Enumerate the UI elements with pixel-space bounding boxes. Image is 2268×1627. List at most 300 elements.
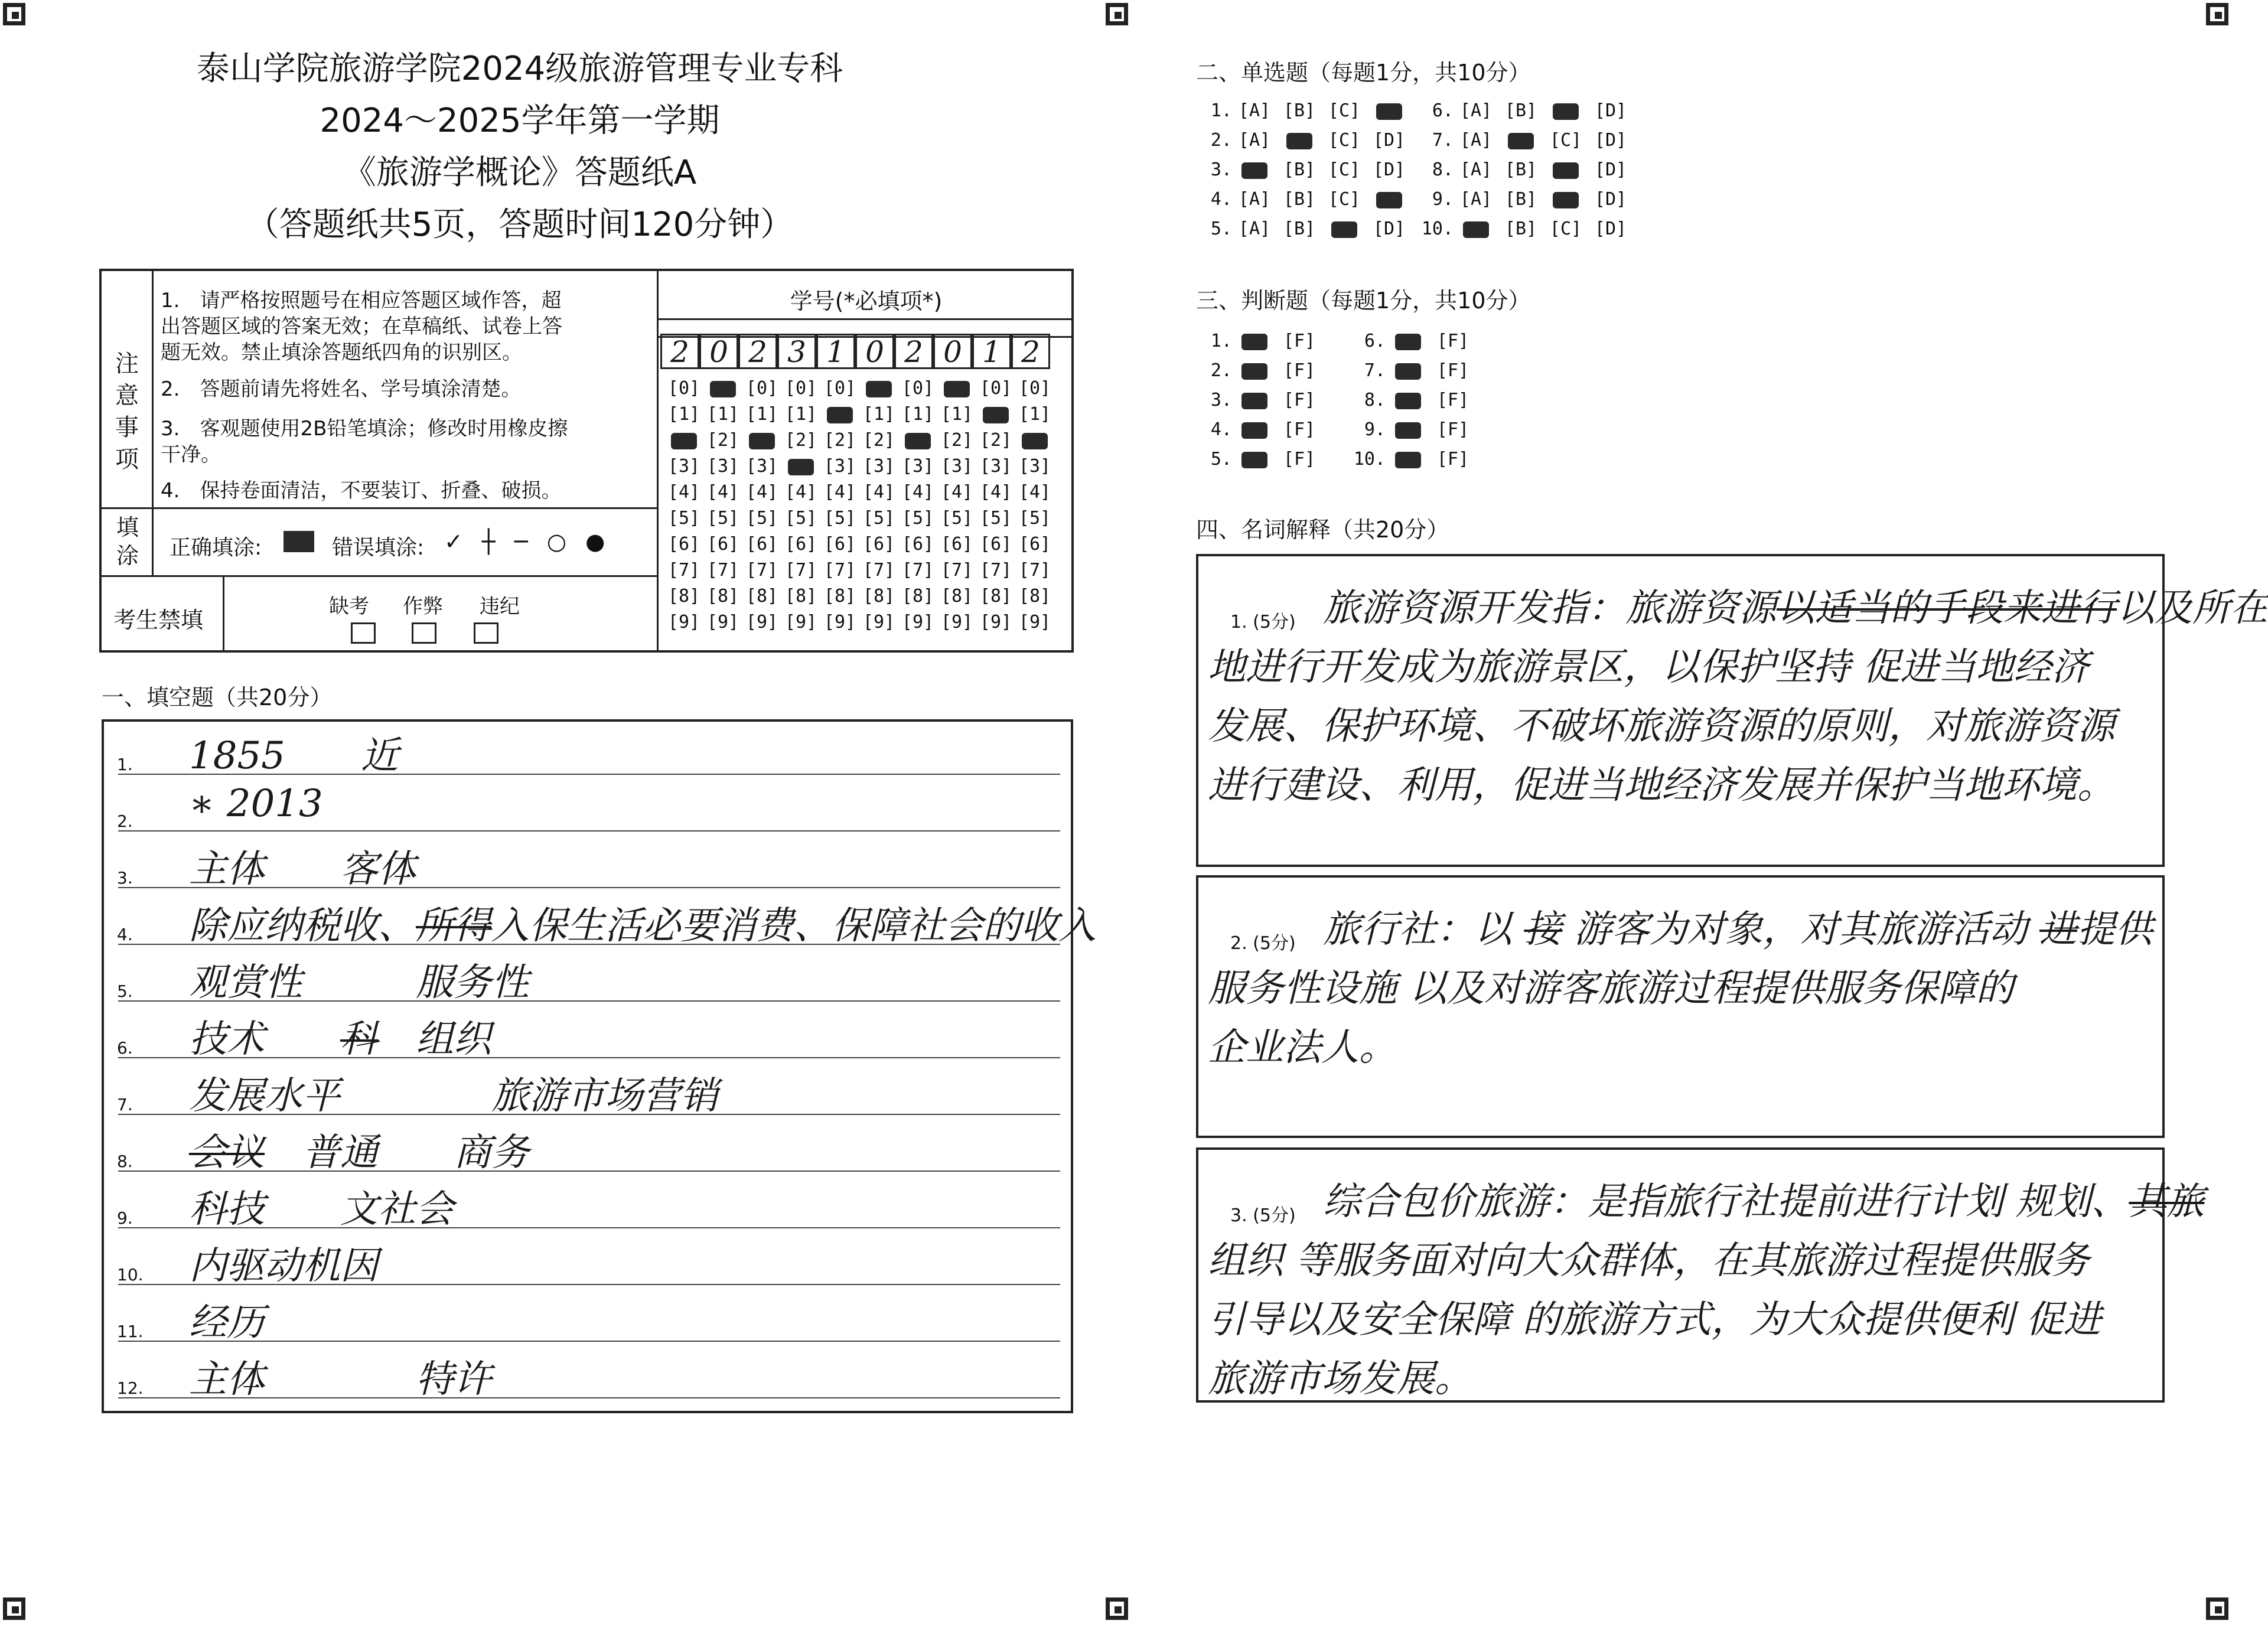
tf-question-row — [1347, 449, 1475, 469]
student-id-bubble-row — [664, 534, 1054, 555]
student-id-bubble[interactable]: [5] — [667, 508, 700, 529]
student-id-bubble[interactable]: [6] — [784, 534, 817, 555]
student-id-bubble[interactable]: [6] — [979, 534, 1012, 555]
filled-mark — [983, 407, 1009, 423]
student-id-label: 学号(*必填项*) — [790, 288, 943, 314]
student-id-bubble[interactable]: [6] — [823, 534, 856, 555]
filled-mark — [944, 381, 970, 397]
tf-question-number: 3. — [1210, 390, 1232, 410]
cheat-checkbox[interactable] — [412, 622, 436, 644]
student-id-bubble[interactable]: [8] — [979, 586, 1012, 607]
student-id-bubble[interactable]: [8] — [862, 586, 895, 607]
fill-item-answer[interactable]: ∗ 2013 — [189, 782, 323, 826]
student-id-bubble[interactable]: [1] — [901, 404, 934, 425]
student-id-bubble[interactable]: [4] — [823, 482, 856, 503]
mc-option[interactable]: [A] — [1238, 130, 1271, 151]
tf-option-false[interactable]: [F] — [1436, 390, 1469, 410]
student-id-bubble[interactable]: [3] — [979, 456, 1012, 477]
student-id-bubble[interactable]: [2] — [784, 430, 817, 451]
student-id-bubble[interactable]: [2] — [862, 430, 895, 451]
tf-question-number: 6. — [1364, 331, 1386, 351]
mc-question-row — [1415, 189, 1633, 210]
student-id-bubble-row — [664, 482, 1054, 503]
tf-question-number: 5. — [1210, 449, 1232, 469]
mc-option[interactable]: [D] — [1594, 189, 1627, 210]
mc-option[interactable]: [C] — [1549, 219, 1582, 239]
tf-question-number: 8. — [1364, 390, 1386, 410]
student-id-bubble[interactable]: [7] — [862, 560, 895, 581]
student-id-bubble-filled[interactable] — [976, 404, 1015, 425]
student-id-bubble[interactable]: [8] — [667, 586, 700, 607]
student-id-bubble-row — [664, 456, 1054, 477]
student-id-digit-box[interactable]: 1 — [972, 334, 1011, 369]
student-id-bubble-filled[interactable] — [937, 378, 976, 399]
tf-option-false[interactable]: [F] — [1283, 360, 1316, 381]
corner-mark-top-left — [3, 3, 25, 25]
mc-option[interactable]: [B] — [1283, 219, 1316, 239]
student-id-digit-box[interactable]: 2 — [660, 334, 699, 369]
term-answer-line[interactable]: 旅行社：以 接 游客为对象，对其旅游活动 进提供 — [1323, 908, 2153, 951]
violation-checkbox[interactable] — [474, 622, 498, 644]
mc-question-row — [1415, 130, 1633, 151]
tf-option-true-filled[interactable] — [1232, 449, 1277, 469]
fill-item-answer[interactable]: 主体 特许 — [189, 1358, 491, 1401]
fill-item-answer[interactable]: 除应纳税收、所得入保生活必要消费、保障社会的收入 — [189, 904, 1096, 948]
student-id-bubble[interactable]: [6] — [745, 534, 778, 555]
filled-mark — [1376, 103, 1402, 120]
term-answer-line[interactable]: 综合包价旅游：是指旅行社提前进行计划 规划、其旅 — [1323, 1180, 2205, 1224]
student-id-bubble[interactable]: [0] — [823, 378, 856, 399]
mc-question-row — [1415, 219, 1633, 239]
student-id-bubble[interactable]: [7] — [979, 560, 1012, 581]
student-id-bubble[interactable]: [3] — [940, 456, 973, 477]
student-id-bubble[interactable]: [5] — [901, 508, 934, 529]
mc-option[interactable]: [C] — [1328, 159, 1361, 180]
mc-option[interactable]: [D] — [1373, 130, 1406, 151]
student-id-bubble[interactable]: [6] — [862, 534, 895, 555]
student-id-bubble[interactable]: [4] — [862, 482, 895, 503]
student-id-bubble-row — [664, 560, 1054, 581]
student-id-bubble[interactable]: [5] — [1018, 508, 1051, 529]
student-id-digit-box[interactable]: 0 — [855, 334, 894, 369]
semester-title: 2024～2025学年第一学期 — [320, 102, 720, 140]
mc-option[interactable]: [C] — [1549, 130, 1582, 151]
student-id-bubble[interactable]: [5] — [706, 508, 739, 529]
student-id-bubble[interactable]: [3] — [823, 456, 856, 477]
filled-mark — [671, 433, 697, 449]
filled-mark — [1331, 221, 1357, 238]
student-id-bubble[interactable]: [0] — [745, 378, 778, 399]
fill-item-number: 7. — [117, 1095, 133, 1114]
student-id-bubble[interactable]: [0] — [979, 378, 1012, 399]
student-id-digit-box[interactable]: 0 — [699, 334, 738, 369]
filled-mark — [1241, 393, 1267, 409]
student-id-bubble[interactable]: [2] — [823, 430, 856, 451]
tf-question-row — [1193, 419, 1322, 440]
term-answer-line[interactable]: 旅游资源开发指：旅游资源以适当的手段来进行以及所在 — [1323, 586, 2268, 630]
student-id-bubble-row — [664, 378, 1054, 399]
student-id-bubble[interactable]: [2] — [706, 430, 739, 451]
exam-title: 泰山学院旅游学院2024级旅游管理专业专科 — [196, 50, 843, 88]
mc-question-row — [1193, 130, 1412, 151]
student-id-bubble[interactable]: [9] — [667, 612, 700, 632]
tf-question-row — [1347, 419, 1475, 440]
tf-option-true-filled[interactable] — [1386, 331, 1430, 351]
tf-option-true-filled[interactable] — [1232, 419, 1277, 440]
tf-section-title: 三、判断题（每题1分，共10分） — [1196, 288, 1531, 314]
filled-mark — [1241, 422, 1267, 439]
tf-option-true-filled[interactable] — [1386, 449, 1430, 469]
mc-question-row — [1193, 100, 1412, 121]
tf-option-true-filled[interactable] — [1386, 390, 1430, 410]
mc-option[interactable]: [C] — [1328, 130, 1361, 151]
mc-option-filled[interactable] — [1543, 159, 1588, 180]
student-id-bubble[interactable]: [5] — [862, 508, 895, 529]
student-id-digit-box[interactable]: 3 — [777, 334, 816, 369]
mc-option-filled[interactable] — [1367, 100, 1412, 121]
tf-option-false[interactable]: [F] — [1436, 449, 1469, 469]
student-id-digit-box[interactable]: 2 — [894, 334, 933, 369]
fill-item-number: 3. — [117, 868, 133, 888]
student-id-bubble[interactable]: [3] — [1018, 456, 1051, 477]
student-id-bubble[interactable]: [1] — [1018, 404, 1051, 425]
student-id-bubble[interactable]: [6] — [667, 534, 700, 555]
violation-label: 违纪 — [480, 595, 520, 618]
student-id-bubble[interactable]: [3] — [667, 456, 700, 477]
notice-item-3a: 3. 客观题使用2B铅笔填涂；修改时用橡皮擦 — [161, 417, 568, 441]
term-item-label: 2. (5分) — [1230, 933, 1296, 954]
mc-option[interactable]: [A] — [1459, 189, 1493, 210]
tf-question-number: 10. — [1353, 449, 1386, 469]
mc-option[interactable]: [A] — [1238, 219, 1271, 239]
mc-question-number: 10. — [1421, 219, 1454, 239]
filled-mark — [1553, 162, 1579, 179]
student-id-bubble[interactable]: [7] — [901, 560, 934, 581]
student-id-bubble[interactable]: [3] — [901, 456, 934, 477]
student-id-bubble[interactable]: [9] — [784, 612, 817, 632]
fill-item-number: 4. — [117, 925, 133, 944]
fill-item-answer[interactable]: 经历 — [189, 1301, 265, 1345]
student-id-bubble-row — [664, 586, 1054, 607]
student-id-bubble[interactable]: [4] — [901, 482, 934, 503]
filled-mark — [1241, 452, 1267, 468]
mc-option[interactable]: [D] — [1594, 219, 1627, 239]
filled-mark — [1508, 133, 1534, 149]
mc-option[interactable]: [D] — [1373, 159, 1406, 180]
notice-label: 注意事项 — [115, 350, 139, 473]
mc-option[interactable]: [B] — [1504, 100, 1537, 121]
mc-option-filled[interactable] — [1322, 219, 1367, 239]
filled-mark — [866, 381, 892, 397]
student-id-bubble[interactable]: [7] — [940, 560, 973, 581]
student-id-bubble[interactable]: [7] — [823, 560, 856, 581]
student-id-bubble-filled[interactable] — [781, 456, 820, 477]
wrong-fill-samples: ✓ ┼ ─ ○ ● — [444, 529, 611, 555]
term-answer-line[interactable]: 企业法人。 — [1208, 1026, 1397, 1070]
filled-mark — [827, 407, 853, 423]
filled-mark — [1241, 363, 1267, 380]
student-id-bubble[interactable]: [6] — [1018, 534, 1051, 555]
mc-option-filled[interactable] — [1277, 130, 1322, 151]
mc-option[interactable]: [A] — [1459, 159, 1493, 180]
student-id-bubble[interactable]: [2] — [940, 430, 973, 451]
fill-item-number: 1. — [117, 755, 133, 774]
student-id-bubble[interactable]: [5] — [745, 508, 778, 529]
tf-option-false[interactable]: [F] — [1436, 331, 1469, 351]
notice-item-2: 2. 答题前请先将姓名、学号填涂清楚。 — [161, 377, 522, 401]
filled-mark — [788, 459, 814, 475]
student-id-digit-box[interactable]: 2 — [738, 334, 777, 369]
student-id-bubble[interactable]: [1] — [862, 404, 895, 425]
student-id-bubble[interactable]: [4] — [745, 482, 778, 503]
notice-item-1b: 出答题区域的答案无效；在草稿纸、试卷上答 — [161, 315, 562, 338]
mc-question-number: 1. — [1210, 100, 1232, 121]
student-id-bubble[interactable]: [0] — [784, 378, 817, 399]
mc-option-filled[interactable] — [1454, 219, 1498, 239]
student-id-bubble[interactable]: [7] — [745, 560, 778, 581]
student-id-bubble[interactable]: [6] — [706, 534, 739, 555]
mc-option[interactable]: [D] — [1594, 159, 1627, 180]
fill-item-number: 6. — [117, 1038, 133, 1058]
student-id-bubble[interactable]: [0] — [1018, 378, 1051, 399]
filled-mark — [1553, 192, 1579, 208]
mc-question-row — [1415, 100, 1633, 121]
term-answer-line[interactable]: 进行建设、利用，促进当地经济发展并保护当地环境。 — [1208, 764, 2115, 807]
student-id-bubble[interactable]: [1] — [784, 404, 817, 425]
fill-item-answer[interactable]: 主体 客体 — [189, 847, 416, 891]
filled-mark — [1376, 192, 1402, 208]
student-id-bubble-filled[interactable] — [1015, 430, 1054, 451]
student-id-bubble[interactable]: [7] — [1018, 560, 1051, 581]
mc-option[interactable]: [C] — [1328, 100, 1361, 121]
student-id-bubble[interactable]: [9] — [979, 612, 1012, 632]
student-id-bubble[interactable]: [7] — [784, 560, 817, 581]
tf-question-row — [1193, 331, 1322, 351]
tf-option-true-filled[interactable] — [1232, 360, 1277, 381]
fill-item-number: 10. — [117, 1265, 144, 1284]
tf-option-true-filled[interactable] — [1232, 331, 1277, 351]
filled-mark — [1395, 334, 1421, 350]
mc-option[interactable]: [A] — [1238, 100, 1271, 121]
student-id-bubble-filled[interactable] — [664, 430, 703, 451]
student-id-bubble[interactable]: [9] — [1018, 612, 1051, 632]
student-id-bubble-filled[interactable] — [703, 378, 742, 399]
tf-option-false[interactable]: [F] — [1283, 390, 1316, 410]
mc-option[interactable]: [B] — [1504, 219, 1537, 239]
student-id-bubble-filled[interactable] — [898, 430, 937, 451]
student-id-bubble[interactable]: [5] — [979, 508, 1012, 529]
fill-item-answer[interactable]: 技术 科 组织 — [189, 1018, 491, 1061]
term-section-title: 四、名词解释（共20分） — [1196, 517, 1449, 543]
term-answer-line[interactable]: 引导以及安全保障 的旅游方式，为大众提供便利 促进 — [1208, 1298, 2101, 1342]
student-id-bubble[interactable]: [8] — [1018, 586, 1051, 607]
filled-mark — [1395, 363, 1421, 380]
student-id-bubble[interactable]: [4] — [667, 482, 700, 503]
filled-mark — [1553, 103, 1579, 120]
student-id-bubble[interactable]: [8] — [823, 586, 856, 607]
student-id-bubble[interactable]: [5] — [940, 508, 973, 529]
filled-mark — [1395, 452, 1421, 468]
mc-option[interactable]: [B] — [1283, 189, 1316, 210]
tf-question-row — [1193, 449, 1322, 469]
student-id-bubble[interactable]: [3] — [706, 456, 739, 477]
mc-option[interactable]: [C] — [1328, 189, 1361, 210]
student-id-bubble[interactable]: [3] — [862, 456, 895, 477]
student-id-bubble[interactable]: [1] — [667, 404, 700, 425]
student-id-bubble[interactable]: [8] — [901, 586, 934, 607]
student-id-bubble[interactable]: [8] — [745, 586, 778, 607]
student-id-bubble-filled[interactable] — [859, 378, 898, 399]
mc-option[interactable]: [D] — [1594, 130, 1627, 151]
tf-question-row — [1193, 390, 1322, 410]
student-id-digit-box[interactable]: 2 — [1011, 334, 1050, 369]
fill-label: 填涂 — [116, 514, 139, 569]
tf-option-true-filled[interactable] — [1232, 390, 1277, 410]
student-id-bubble[interactable]: [9] — [823, 612, 856, 632]
fill-item-answer[interactable]: 观赏性 服务性 — [189, 961, 529, 1005]
term-answer-line[interactable]: 服务性设施 以及对游客旅游过程提供服务保障的 — [1208, 967, 2014, 1010]
filled-mark — [710, 381, 736, 397]
mc-option[interactable]: [D] — [1594, 100, 1627, 121]
student-id-bubble[interactable]: [4] — [979, 482, 1012, 503]
mc-option-filled[interactable] — [1498, 130, 1543, 151]
fill-item-number: 12. — [117, 1378, 144, 1398]
fill-item-answer[interactable]: 科技 文社会 — [189, 1188, 454, 1231]
mc-option[interactable]: [A] — [1238, 189, 1271, 210]
tf-option-true-filled[interactable] — [1386, 360, 1430, 381]
student-id-bubble[interactable]: [9] — [745, 612, 778, 632]
student-id-bubble[interactable]: [9] — [940, 612, 973, 632]
tf-option-true-filled[interactable] — [1386, 419, 1430, 440]
student-id-bubble-filled[interactable] — [742, 430, 781, 451]
tf-question-number: 7. — [1364, 360, 1386, 381]
student-id-bubble[interactable]: [8] — [706, 586, 739, 607]
corner-mark-top-center — [1106, 3, 1128, 25]
tf-question-number: 9. — [1364, 419, 1386, 440]
term-answer-line[interactable]: 地进行开发成为旅游景区，以保护坚持 促进当地经济 — [1208, 645, 2090, 689]
answer-line — [118, 830, 1060, 832]
mc-question-number: 8. — [1432, 159, 1454, 180]
forbidden-label: 考生禁填 — [113, 607, 204, 633]
corner-mark-top-right — [2206, 3, 2228, 25]
mc-option[interactable]: [B] — [1283, 159, 1316, 180]
fill-item-number: 8. — [117, 1152, 133, 1171]
student-id-bubble[interactable]: [4] — [784, 482, 817, 503]
mc-option[interactable]: [A] — [1459, 130, 1493, 151]
mc-question-number: 9. — [1432, 189, 1454, 210]
tf-question-number: 2. — [1210, 360, 1232, 381]
student-id-bubble[interactable]: [4] — [940, 482, 973, 503]
student-id-digit-box[interactable]: 0 — [933, 334, 972, 369]
course-title: 《旅游学概论》答题纸A — [343, 154, 697, 192]
student-id-bubble[interactable]: [9] — [706, 612, 739, 632]
tf-question-row — [1347, 331, 1475, 351]
student-id-bubble[interactable]: [8] — [784, 586, 817, 607]
fill-item-number: 2. — [117, 811, 133, 831]
student-id-bubble-row — [664, 508, 1054, 529]
filled-mark — [1463, 221, 1489, 238]
student-id-bubble[interactable]: [0] — [901, 378, 934, 399]
student-id-bubble[interactable]: [9] — [862, 612, 895, 632]
mc-option[interactable]: [A] — [1459, 100, 1493, 121]
corner-mark-bottom-center — [1106, 1597, 1128, 1620]
mc-question-row — [1193, 219, 1412, 239]
wrong-fill-label: 错误填涂: — [332, 536, 425, 560]
term-answer-line[interactable]: 旅游市场发展。 — [1208, 1357, 1472, 1401]
fill-item-answer[interactable]: 发展水平 旅游市场营销 — [189, 1074, 718, 1118]
mc-option[interactable]: [D] — [1373, 219, 1406, 239]
filled-mark — [749, 433, 775, 449]
student-id-bubble[interactable]: [5] — [823, 508, 856, 529]
student-id-bubble[interactable]: [3] — [745, 456, 778, 477]
mc-question-number: 3. — [1210, 159, 1232, 180]
student-id-bubble[interactable]: [5] — [784, 508, 817, 529]
student-id-bubble[interactable]: [7] — [706, 560, 739, 581]
term-answer-line[interactable]: 组织 等服务面对向大众群体，在其旅游过程提供服务 — [1208, 1239, 2090, 1283]
fill-item-number: 9. — [117, 1208, 133, 1228]
student-id-bubble[interactable]: [1] — [745, 404, 778, 425]
filled-mark — [1395, 393, 1421, 409]
fill-item-answer[interactable]: 会议 普通 商务 — [189, 1131, 529, 1175]
mc-question-number: 6. — [1432, 100, 1454, 121]
mc-option-filled[interactable] — [1543, 189, 1588, 210]
student-id-bubble[interactable]: [7] — [667, 560, 700, 581]
student-id-digit-box[interactable]: 1 — [816, 334, 855, 369]
mc-option[interactable]: [B] — [1283, 100, 1316, 121]
absent-label: 缺考 — [329, 595, 369, 618]
term-answer-line[interactable]: 发展、保护环境、不破坏旅游资源的原则，对旅游资源 — [1208, 705, 2115, 748]
tf-option-false[interactable]: [F] — [1283, 419, 1316, 440]
mc-option-filled[interactable] — [1232, 159, 1277, 180]
filled-mark — [1286, 133, 1312, 149]
student-id-bubble[interactable]: [2] — [979, 430, 1012, 451]
student-id-bubble[interactable]: [1] — [940, 404, 973, 425]
mc-option[interactable]: [B] — [1504, 189, 1537, 210]
tf-option-false[interactable]: [F] — [1283, 449, 1316, 469]
filled-mark — [1241, 334, 1267, 350]
cheat-label: 作弊 — [403, 595, 443, 618]
notice-item-1c: 题无效。禁止填涂答题纸四角的识别区。 — [161, 341, 522, 364]
fill-section-title: 一、填空题（共20分） — [102, 684, 333, 710]
student-id-bubble[interactable]: [6] — [901, 534, 934, 555]
student-id-bubble[interactable]: [6] — [940, 534, 973, 555]
tf-option-false[interactable]: [F] — [1436, 360, 1469, 381]
mc-question-row — [1193, 159, 1412, 180]
fill-item-answer[interactable]: 1855 近 — [189, 734, 399, 778]
student-id-bubble-filled[interactable] — [820, 404, 859, 425]
page-info: （答题纸共5页，答题时间120分钟） — [246, 206, 794, 244]
corner-mark-bottom-left — [3, 1597, 25, 1620]
mc-question-number: 4. — [1210, 189, 1232, 210]
mc-question-row — [1415, 159, 1633, 180]
student-id-bubble[interactable]: [4] — [706, 482, 739, 503]
student-id-bubble[interactable]: [9] — [901, 612, 934, 632]
mc-option[interactable]: [B] — [1504, 159, 1537, 180]
notice-item-3b: 干净。 — [161, 443, 221, 467]
absent-checkbox[interactable] — [351, 622, 376, 644]
mc-option-filled[interactable] — [1543, 100, 1588, 121]
fill-item-answer[interactable]: 内驱动机因 — [189, 1244, 378, 1288]
mc-option-filled[interactable] — [1367, 189, 1412, 210]
student-id-bubble[interactable]: [4] — [1018, 482, 1051, 503]
student-id-bubble[interactable]: [8] — [940, 586, 973, 607]
mc-question-row — [1193, 189, 1412, 210]
tf-option-false[interactable]: [F] — [1436, 419, 1469, 440]
student-id-bubble[interactable]: [0] — [667, 378, 700, 399]
filled-mark — [1241, 162, 1267, 179]
student-id-bubble[interactable]: [1] — [706, 404, 739, 425]
tf-option-false[interactable]: [F] — [1283, 331, 1316, 351]
